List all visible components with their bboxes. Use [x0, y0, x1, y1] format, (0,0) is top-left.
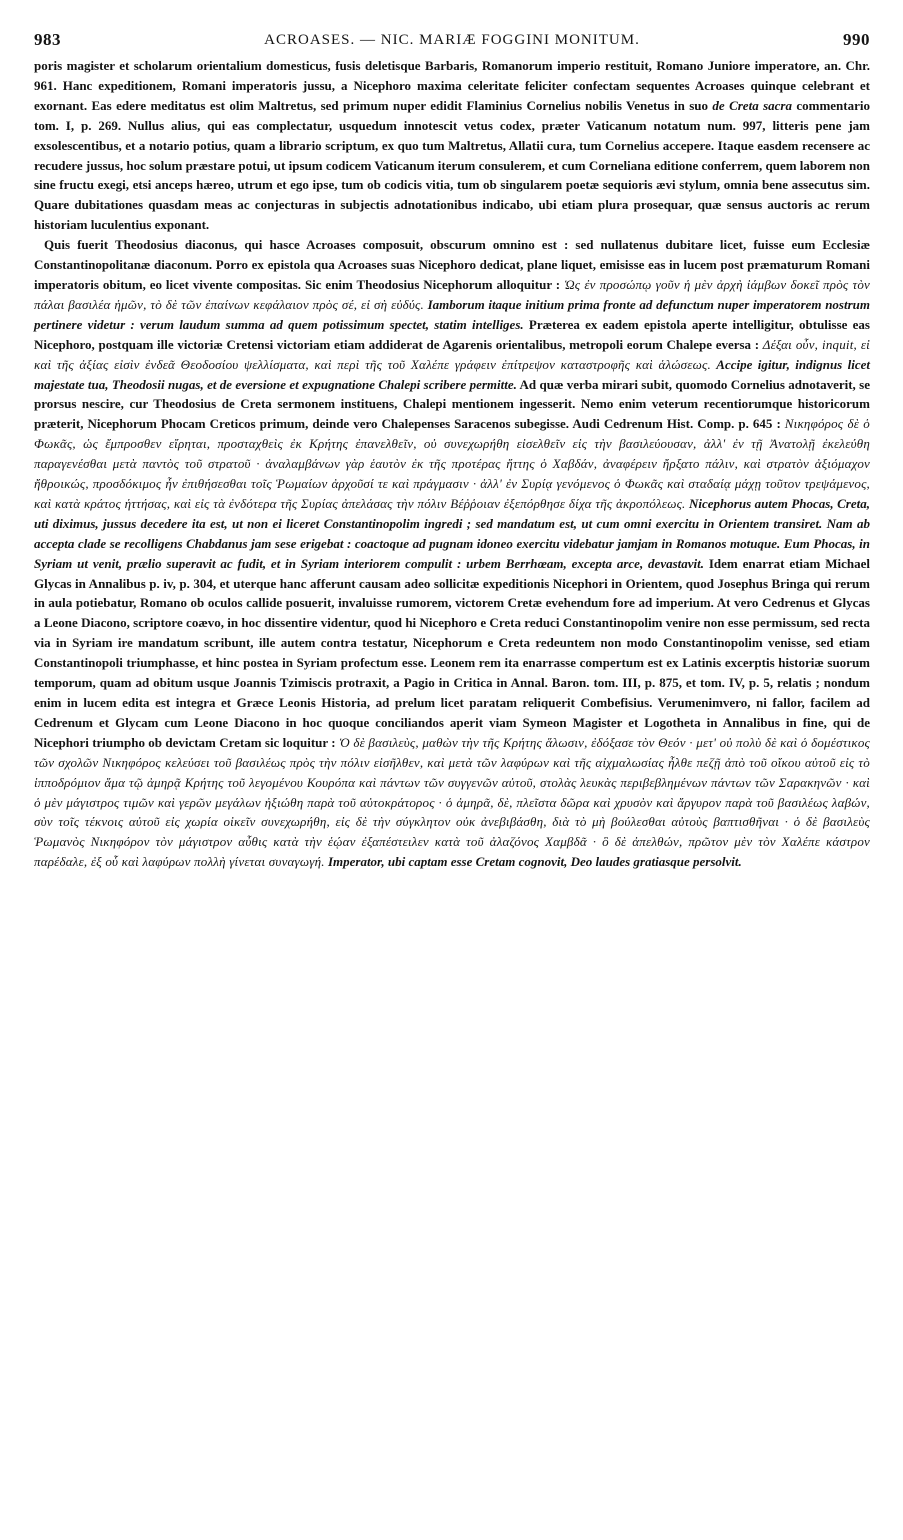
latin-translation: Accipe igitur, indignus licet majestate tua, Theodosii nugas, et de eversione et expugnatione Chalepi scribere permitte. [34, 356, 870, 392]
text-segment: Præterea ex eadem epistola aperte intelligitur, obtulisse eas Nicephoro, postquam ille victoriæ Cretensi victoriam etiam addiderat de Agarenis orientalibus, metropoli eorum Chalepe eversa : [34, 316, 870, 352]
greek-quotation: Δέξαι οὖν, inquit, εἰ καὶ τῆς ἀξίας εἰσὶν ἐνδεᾶ Θεοδοσίου ψελλίσματα, καὶ περὶ τῆς τοῦ Χαλέπε γράφειν ἐπίτρεψον καταστροφῆς καὶ ἁλώσεως. [34, 336, 870, 372]
paragraph [34, 235, 870, 872]
text-segment: commentario tom. I, p. 269. Nullus alius, qui eas complectatur, usquedum innotescit vetus codex, præter Vaticanum notatum num. 997, litteris pene jam exsolescentibus, et a notario potius, quam a librario scriptum, ex quo tum Maltretus, Allatii cura, tum Cornelius accepere. Itaque easdem recensere ac recudere jussus, hoc solum præstare potui, ut ipsum codicem Vaticanum iterum consulerem, et cum Corneliana editione conferrem, quem laborem non sine fructu exegi, etsi anceps hæreo, utrum et ego ipse, tum ob codicis vitia, tum ob singularem poetæ sequioris ævi stylum, omnia bene assecutus sim. Quare dubitationes quasdam meas ac conjecturas in subjectis adnotationibus indicabo, ubi etiam plura prosequar, quæ sensus auctoris ac rerum historiam luculentius exponant. [34, 97, 870, 233]
latin-translation: Iamborum itaque initium prima fronte ad defunctum nuper imperatorem nostrum pertinere videtur : verum laudum summa ad quem potissimum spectet, statim intelliges. [34, 296, 870, 332]
running-header [34, 30, 870, 56]
text-segment: Quis fuerit Theodosius diaconus, qui hasce Acroases composuit, obscurum omnino est : sed nullatenus dubitare licet, fuisse eum Ecclesiæ Constantinopolitanæ diaconum. Porro ex epistola qua Acroases suas Nicephoro dedicat, plane liquet, emisisse eas in lucem post præmaturum Romani imperatoris obitum, eo licet vivente compositas. Sic enim Theodosius Nicephorum alloquitur : [34, 237, 870, 292]
latin-translation: de Creta sacra [712, 97, 792, 113]
left-column-number: 983 [34, 30, 61, 49]
page [34, 30, 870, 872]
right-column-number: 990 [843, 30, 870, 49]
greek-quotation: Νικηφόρος δὲ ὁ Φωκᾶς, ὡς ἔμπροσθεν εἴρηται, προσταχθεὶς ἐκ Κρήτης ἐπανελθεῖν, οὐ συνεχωρήθη εἰσελθεῖν εἰς τὴν βασιλεύουσαν, ἀλλ' ἐν τῇ Ἀνατολῇ ἐκελεύθη παραγενέσθαι μετὰ παντὸς τοῦ στρατοῦ · ἀναλαμβάνων γὰρ ἑαυτὸν ἐκ τῆς προτέρας ἥττης ὁ Χαβδάν, ἀναφέρειν ἤρξατο πάλιν, καὶ στρατὸν ἀξιόμαχον ἤθροικώς, προσδόκιμος ἦν ἐπιθήσεσθαι τοῖς Ῥωμαίων ἀρχοῦσί τε καὶ πράγμασιν · ἀλλ' ἐν Συρίᾳ γενόμενος ὁ Φωκᾶς καὶ σταδαίᾳ μάχῃ τοῦτον τρεψάμενος, καὶ κατὰ κράτος ἡττήσας, καὶ εἰς τὰ ἐνδότερα τῆς Συρίας ἀπελάσας τὴν πόλιν Βέῤῥοιαν ἐξεπόρθησε δίχα τῆς ἀκροπόλεως. [34, 416, 870, 511]
paragraph [34, 56, 870, 235]
text-segment: poris magister et scholarum orientalium domesticus, fusis deletisque Barbaris, Romanorum imperio restituit, Romano Juniore imperatore, an. Chr. 961. Hanc expeditionem, Romani imperatoris jussu, a Nicephoro maxima celeritate feliciter confectam sequentes Acroases quinque celebrant et exornant. Eas edere meditatus est olim Maltretus, sed primum nuper edidit Flaminius Cornelius nobilis Venetus in suo [34, 58, 870, 113]
text-segment: Idem enarrat etiam Michael Glycas in Annalibus p. iv, p. 304, et uterque hanc afferunt causam adeo sollicitæ expeditionis Nicephori in Orientem, quod Josephus Bringa qui rerum in aula potiebatur, Romano ob oculos callide posuerit, invaluisse rumorem, victorem Cretæ evehendum fore ad imperium. At vero Cedrenus et Glycas a Leone Diacono, scriptore coævo, in hoc dissentire videntur, quod hi Nicephoro e Creta reduci Constantinopolim venire non esse permissum, sed recta via in Syriam ire mandatum scribunt, ille autem contra testatur, Nicephorum e Creta redeuntem non modo Constantinopolim venisse, sed etiam Constantinopoli triumphasse, et hinc postea in Syriam profectum esse. Leonem rem ita enarrasse compertum est ex Latinis excerptis historiæ suorum temporum, quam ad obitum usque Joannis Tzimiscis protraxit, a Pagio in Critica in Annal. Baron. tom. III, p. 875, et tom. IV, p. 5, relatis ; nondum enim in lucem edita est integra et Græce Leonis Historia, ad prelum licet paratam reliquerit Combefisius. Verumenimvero, ni fallor, facilem ad Cedrenum et Glycam cum Leone Diacono in hoc quoque conciliandos aperit viam Symeon Magister et Logotheta in Annalibus in fine, qui de Nicephori triumpho ob devictam Cretam sic loquitur : [34, 555, 870, 750]
running-title: ACROASES. — NIC. MARIÆ FOGGINI MONITUM. [264, 32, 640, 48]
latin-translation: Imperator, ubi captam esse Cretam cognovit, Deo laudes gratiasque persolvit. [324, 854, 742, 870]
body-text [34, 56, 870, 872]
text-segment: Ad quæ verba mirari subit, quomodo Cornelius adnotaverit, se prorsus nescire, cur Theodosius de Creta sermonem instituens, Chalepi mentionem ingesserit. Nemo enim veterum recentiorumque historicorum præterit, Nicephorum Phocam Creticos primum, deinde vero Chalepenses Saracenos subegisse. Audi Cedrenum Hist. Comp. p. 645 : [34, 376, 870, 432]
greek-quotation: Ὡς ἐν προσώπῳ γοῦν ἡ μὲν ἀρχὴ ἰάμβων δοκεῖ πρὸς τὸν πάλαι βασιλέα ἡμῶν, τὸ δὲ τῶν ἐπαίνων κεφάλαιον πρὸς σέ, εἰ σὴ εὐδύς. [34, 276, 870, 312]
greek-quotation: Ὁ δὲ βασιλεὺς, μαθὼν τὴν τῆς Κρήτης ἅλωσιν, ἐδόξασε τὸν Θεόν · μετ' οὐ πολὺ δὲ καὶ ὁ δομέστικος τῶν σχολῶν Νικηφόρος κελεύσει τοῦ βασιλέως πρὸς τὴν πόλιν εἰσῆλθεν, καὶ μετὰ τῶν λαφύρων καὶ τῆς αἰχμαλωσίας ἦλθε πεζῇ ἀπὸ τοῦ οἴκου αὐτοῦ εἰς τὸ ἱπποδρόμιον ἅμα τῷ ἀμηρᾷ Κρήτης τοῦ λεγομένου Κουρόπα καὶ πάντων τῶν συγγενῶν αὐτοῦ, στολὰς λευκὰς περιβεβλημένων πάντων τῶν Σαρακηνῶν · καὶ ὁ μὲν μάγιστρος τιμῶν καὶ γερῶν μεγάλων ἠξιώθη παρὰ τοῦ αὐτοκράτορος · ὁ ἀμηρᾶ, δὲ, πλεῖστα δῶρα καὶ χρυσὸν καὶ ἄργυρον παρὰ τοῦ βασιλέως λαβών, σὺν τοῖς τέκνοις αὐτοῦ εἰς χωρία οἰκεῖν συνεχωρήθη, εἰς δὲ τὴν σύγκλητον οὐκ ἀνεβιβάσθη, διὰ τὸ μὴ βούλεσθαι αὐτοὺς βαπτισθῆναι · ὁ δὲ βασιλεὺς Ῥωμανὸς Νικηφόρον τὸν μάγιστρον αὖθις κατὰ τὴν ἑῴαν ἐξαπέστειλεν κατὰ τοῦ ἀλαζόνος Χαμβδᾶ · ὃ δὲ ἀπελθών, πρῶτον μὲν τὸν Χαλέπε κάστρον παρέδαλε, ἐξ οὗ καὶ λαφύρων πολλὴ γίνεται συναγωγή. [34, 734, 870, 870]
latin-translation: Nicephorus autem Phocas, Creta, uti diximus, jussus decedere ita est, ut non ei liceret Constantinopolim ingredi ; sed mandatum est, ut cum omni exercitu in Orientem transiret. Nam ab accepta clade se recolligens Chabdanus jam sese erigebat : coactoque ad pugnam idoneo exercitu videbatur jamjam in Romanos motuque. Eum Phocas, in Syriam ut venit, prælio superavit ac fudit, et in Syriam interiorem compulit : urbem Berrhœam, excepta arce, devastavit. [34, 495, 870, 571]
